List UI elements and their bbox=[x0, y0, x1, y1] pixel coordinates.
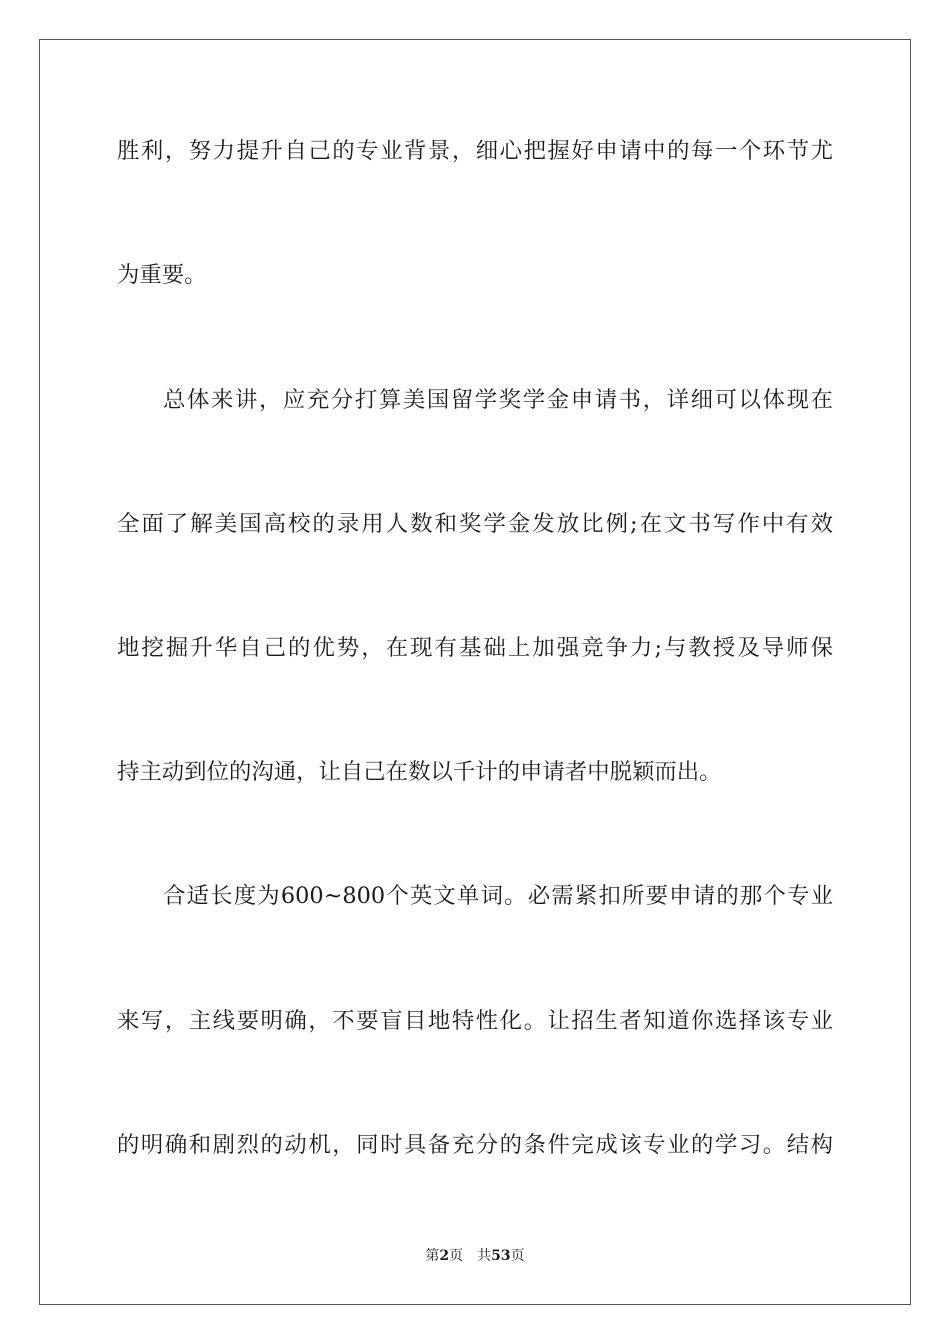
body-line-6: 持主动到位的沟通，让自己在数以千计的申请者中脱颖而出。 bbox=[117, 759, 722, 785]
footer-total-prefix: 共 bbox=[477, 1248, 492, 1264]
body-line-2: 为重要。 bbox=[117, 262, 207, 288]
body-line-4: 全面了解美国高校的录用人数和奖学金发放比例;在文书写作中有效 bbox=[117, 511, 833, 537]
page-border bbox=[39, 39, 911, 1305]
footer-total-suffix: 页 bbox=[510, 1248, 525, 1264]
body-line-8: 来写，主线要明确，不要盲目地特性化。让招生者知道你选择该专业 bbox=[117, 1008, 833, 1034]
body-line-3: 总体来讲，应充分打算美国留学奖学金申请书，详细可以体现在 bbox=[163, 387, 833, 413]
body-line-9: 的明确和剧烈的动机，同时具备充分的条件完成该专业的学习。结构 bbox=[117, 1132, 833, 1158]
body-line-5: 地挖掘升华自己的优势，在现有基础上加强竞争力;与教授及导师保 bbox=[117, 635, 833, 661]
footer-total-pages: 53 bbox=[491, 1248, 511, 1264]
footer-page-number: 2 bbox=[439, 1248, 450, 1264]
footer-page-prefix: 第 bbox=[425, 1248, 440, 1264]
body-line-1: 胜利，努力提升自己的专业背景，细心把握好申请中的每一个环节尤 bbox=[117, 138, 833, 164]
body-line-7: 合适长度为600~800个英文单词。必需紧扣所要申请的那个专业 bbox=[163, 883, 833, 909]
page-footer bbox=[0, 1247, 950, 1265]
footer-page-suffix: 页 bbox=[449, 1248, 464, 1264]
